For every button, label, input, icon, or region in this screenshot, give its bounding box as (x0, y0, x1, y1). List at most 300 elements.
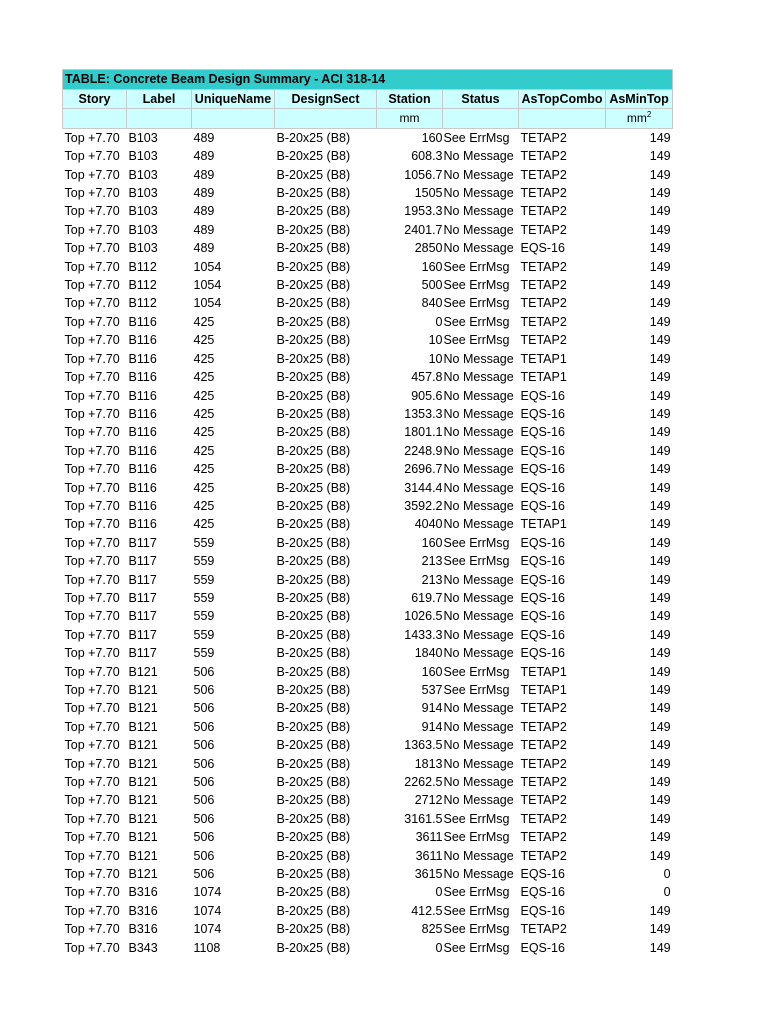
cell-label: B116 (128, 480, 157, 495)
cell-uniquename: 1054 (193, 278, 222, 293)
cell-uniquename: 506 (193, 848, 215, 863)
cell-label: B121 (128, 848, 158, 863)
cell-status: See ErrMsg (443, 830, 510, 845)
cell-station: 0 (435, 885, 443, 900)
cell-status: No Message (443, 517, 514, 532)
cell-status: No Message (443, 241, 514, 256)
table-row (63, 865, 673, 883)
cell-label: B121 (128, 867, 158, 882)
cell-astopcombo: TETAP1 (520, 664, 567, 679)
cell-designsect: B-20x25 (B8) (276, 462, 351, 477)
cell-status: No Message (443, 388, 514, 403)
cell-story: Top +7.70 (64, 646, 120, 661)
cell-station: 160 (421, 535, 443, 550)
cell-status: No Message (443, 719, 514, 734)
cell-story: Top +7.70 (64, 701, 120, 716)
cell-asmintop: 149 (649, 388, 671, 403)
cell-asmintop: 149 (649, 425, 671, 440)
cell-asmintop: 149 (649, 922, 671, 937)
cell-label: B116 (128, 351, 157, 366)
cell-station: 500 (421, 278, 443, 293)
cell-astopcombo: TETAP2 (520, 830, 567, 845)
table-row (63, 939, 673, 957)
cell-uniquename: 1074 (193, 903, 222, 918)
cell-label: B103 (128, 222, 158, 237)
cell-label: B316 (128, 922, 158, 937)
cell-asmintop: 149 (649, 535, 671, 550)
table-row (63, 313, 673, 331)
cell-station: 914 (421, 719, 443, 734)
table-row (63, 202, 673, 220)
cell-station: 213 (421, 572, 443, 587)
cell-designsect: B-20x25 (B8) (276, 443, 351, 458)
cell-story: Top +7.70 (64, 462, 120, 477)
cell-designsect: B-20x25 (B8) (276, 314, 351, 329)
cell-astopcombo: TETAP1 (520, 517, 567, 532)
cell-status: See ErrMsg (443, 314, 510, 329)
table-row (63, 479, 673, 497)
cell-story: Top +7.70 (64, 719, 120, 734)
cell-label: B117 (128, 646, 157, 661)
cell-status: No Message (443, 867, 514, 882)
cell-asmintop: 149 (649, 811, 671, 826)
table-row (63, 718, 673, 736)
cell-asmintop: 149 (649, 627, 671, 642)
table-row (63, 681, 673, 699)
cell-asmintop: 149 (649, 149, 671, 164)
cell-asmintop: 149 (649, 186, 671, 201)
cell-asmintop: 149 (649, 572, 671, 587)
cell-story: Top +7.70 (64, 186, 120, 201)
cell-asmintop: 149 (649, 793, 671, 808)
cell-astopcombo: TETAP2 (520, 775, 567, 790)
unit-station: mm (377, 109, 443, 128)
cell-station: 2696.7 (404, 462, 443, 477)
cell-astopcombo: TETAP2 (520, 848, 567, 863)
cell-status: No Message (443, 186, 514, 201)
cell-uniquename: 559 (193, 627, 215, 642)
cell-designsect: B-20x25 (B8) (276, 554, 351, 569)
table-title-row (63, 70, 673, 90)
table-row (63, 791, 673, 809)
cell-story: Top +7.70 (64, 885, 120, 900)
cell-status: No Message (443, 149, 514, 164)
cell-designsect: B-20x25 (B8) (276, 351, 351, 366)
cell-label: B121 (128, 830, 158, 845)
cell-designsect: B-20x25 (B8) (276, 811, 351, 826)
cell-designsect: B-20x25 (B8) (276, 609, 351, 624)
cell-uniquename: 506 (193, 683, 215, 697)
cell-designsect: B-20x25 (B8) (276, 498, 351, 513)
cell-designsect: B-20x25 (B8) (276, 664, 351, 679)
table-row (63, 810, 673, 828)
cell-designsect: B-20x25 (B8) (276, 848, 351, 863)
cell-designsect: B-20x25 (B8) (276, 406, 351, 421)
cell-uniquename: 506 (193, 775, 215, 790)
cell-uniquename: 506 (193, 756, 215, 771)
cell-label: B103 (128, 186, 158, 201)
cell-designsect: B-20x25 (B8) (276, 186, 351, 201)
cell-uniquename: 1108 (193, 940, 221, 955)
table-row (63, 405, 673, 423)
cell-story: Top +7.70 (64, 867, 120, 882)
cell-label: B103 (128, 167, 158, 182)
cell-status: No Message (443, 793, 514, 808)
cell-label: B117 (128, 590, 157, 605)
cell-story: Top +7.70 (64, 498, 120, 513)
cell-station: 1026.5 (404, 609, 443, 624)
cell-station: 213 (421, 554, 443, 569)
cell-status: See ErrMsg (443, 885, 510, 900)
cell-label: B116 (128, 370, 157, 385)
cell-story: Top +7.70 (64, 609, 120, 624)
cell-status: See ErrMsg (443, 664, 510, 679)
cell-label: B116 (128, 517, 157, 532)
cell-asmintop: 149 (649, 756, 671, 771)
cell-station: 1056.7 (404, 167, 443, 182)
cell-uniquename: 425 (193, 388, 215, 403)
table-row (63, 847, 673, 865)
cell-asmintop: 149 (649, 241, 671, 256)
table-row (63, 147, 673, 165)
cell-station: 2262.5 (404, 775, 443, 790)
cell-astopcombo: TETAP1 (520, 370, 567, 385)
cell-story: Top +7.70 (64, 425, 120, 440)
cell-designsect: B-20x25 (B8) (276, 204, 351, 219)
cell-story: Top +7.70 (64, 848, 120, 863)
table-row (63, 626, 673, 644)
table-row (63, 534, 673, 552)
cell-astopcombo: EQS-16 (520, 535, 565, 550)
cell-label: B121 (128, 701, 158, 716)
cell-status: See ErrMsg (443, 554, 510, 569)
cell-status: No Message (443, 701, 514, 716)
table-row (63, 755, 673, 773)
cell-status: See ErrMsg (443, 130, 510, 145)
cell-status: No Message (443, 351, 514, 366)
cell-asmintop: 149 (649, 940, 671, 955)
table-row (63, 331, 673, 349)
cell-designsect: B-20x25 (B8) (276, 940, 351, 955)
cell-label: B116 (128, 425, 157, 440)
cell-uniquename: 506 (193, 867, 215, 882)
cell-story: Top +7.70 (64, 480, 120, 495)
unit-uniquename (192, 109, 275, 128)
cell-uniquename: 489 (193, 167, 215, 182)
cell-status: No Message (443, 167, 514, 182)
table-row (63, 423, 673, 441)
table-row (63, 552, 673, 570)
cell-uniquename: 489 (193, 204, 215, 219)
cell-story: Top +7.70 (64, 738, 120, 753)
cell-designsect: B-20x25 (B8) (276, 388, 351, 403)
table-title: TABLE: Concrete Beam Design Summary - ACI 318-14 (63, 70, 673, 90)
cell-status: No Message (443, 609, 514, 624)
unit-status (443, 109, 519, 128)
cell-station: 3615 (414, 867, 443, 882)
cell-uniquename: 425 (193, 425, 215, 440)
cell-label: B121 (128, 719, 158, 734)
cell-astopcombo: TETAP2 (520, 922, 567, 937)
cell-asmintop: 149 (649, 222, 671, 237)
cell-asmintop: 149 (649, 498, 671, 513)
cell-status: No Message (443, 370, 514, 385)
cell-designsect: B-20x25 (B8) (276, 683, 351, 697)
cell-status: No Message (443, 646, 514, 661)
cell-story: Top +7.70 (64, 627, 120, 642)
cell-asmintop: 149 (649, 296, 671, 311)
column-header-label: Label (127, 90, 192, 109)
cell-astopcombo: TETAP2 (520, 738, 567, 753)
cell-station: 1433.3 (404, 627, 443, 642)
cell-uniquename: 506 (193, 738, 215, 753)
cell-uniquename: 489 (193, 186, 215, 201)
column-header-astopcombo: AsTopCombo (519, 90, 606, 109)
cell-status: See ErrMsg (443, 296, 510, 311)
cell-astopcombo: EQS-16 (520, 406, 565, 421)
cell-status: No Message (443, 443, 514, 458)
cell-story: Top +7.70 (64, 554, 120, 569)
cell-uniquename: 425 (193, 314, 215, 329)
cell-status: See ErrMsg (443, 940, 510, 955)
column-header-designsect: DesignSect (275, 90, 377, 109)
cell-story: Top +7.70 (64, 793, 120, 808)
cell-asmintop: 149 (649, 204, 671, 219)
cell-story: Top +7.70 (64, 940, 120, 955)
cell-asmintop: 149 (649, 646, 671, 661)
cell-story: Top +7.70 (64, 775, 120, 790)
cell-story: Top +7.70 (64, 351, 120, 366)
cell-uniquename: 506 (193, 811, 215, 826)
cell-designsect: B-20x25 (B8) (276, 756, 351, 771)
cell-uniquename: 425 (193, 517, 215, 532)
cell-status: No Message (443, 222, 514, 237)
table-row (63, 497, 673, 515)
cell-status: No Message (443, 775, 514, 790)
cell-story: Top +7.70 (64, 259, 120, 274)
cell-status: See ErrMsg (443, 535, 510, 550)
cell-asmintop: 0 (663, 885, 671, 900)
cell-status: See ErrMsg (443, 903, 510, 918)
cell-label: B117 (128, 609, 157, 624)
column-header-status: Status (443, 90, 519, 109)
cell-story: Top +7.70 (64, 241, 120, 256)
cell-station: 914 (421, 701, 443, 716)
cell-station: 3144.4 (404, 480, 443, 495)
cell-station: 1801.1 (404, 425, 443, 440)
cell-story: Top +7.70 (64, 370, 120, 385)
cell-label: B103 (128, 130, 158, 145)
cell-story: Top +7.70 (64, 149, 120, 164)
cell-astopcombo: TETAP2 (520, 719, 567, 734)
cell-status: See ErrMsg (443, 259, 510, 274)
table-row (63, 699, 673, 717)
cell-asmintop: 149 (649, 609, 671, 624)
cell-uniquename: 425 (193, 462, 215, 477)
cell-asmintop: 149 (649, 701, 671, 716)
cell-story: Top +7.70 (64, 130, 120, 145)
cell-designsect: B-20x25 (B8) (276, 646, 351, 661)
cell-astopcombo: EQS-16 (520, 498, 565, 513)
cell-uniquename: 559 (193, 646, 215, 661)
cell-station: 1363.5 (404, 738, 443, 753)
cell-station: 2401.7 (404, 222, 443, 237)
unit-designsect (275, 109, 377, 128)
cell-asmintop: 149 (649, 830, 671, 845)
cell-uniquename: 425 (193, 443, 215, 458)
cell-uniquename: 425 (193, 333, 215, 348)
cell-asmintop: 149 (649, 406, 671, 421)
cell-uniquename: 425 (193, 351, 215, 366)
column-header-uniquename: UniqueName (192, 90, 275, 109)
cell-label: B121 (128, 683, 158, 697)
cell-label: B316 (128, 885, 158, 900)
cell-designsect: B-20x25 (B8) (276, 885, 351, 900)
cell-uniquename: 489 (193, 149, 215, 164)
cell-designsect: B-20x25 (B8) (276, 903, 351, 918)
cell-astopcombo: TETAP2 (520, 278, 567, 293)
cell-status: No Message (443, 498, 514, 513)
cell-designsect: B-20x25 (B8) (276, 535, 351, 550)
cell-label: B121 (128, 811, 158, 826)
cell-status: No Message (443, 756, 514, 771)
cell-station: 619.7 (411, 590, 443, 605)
cell-station: 160 (421, 259, 443, 274)
cell-designsect: B-20x25 (B8) (276, 627, 351, 642)
units-row (63, 109, 673, 128)
cell-uniquename: 489 (193, 130, 215, 145)
cell-label: B116 (128, 406, 157, 421)
cell-station: 1840 (414, 646, 443, 661)
cell-story: Top +7.70 (64, 314, 120, 329)
table-row (63, 460, 673, 478)
table-row (63, 663, 673, 681)
cell-story: Top +7.70 (64, 388, 120, 403)
cell-label: B121 (128, 775, 158, 790)
cell-designsect: B-20x25 (B8) (276, 738, 351, 753)
cell-astopcombo: EQS-16 (520, 443, 565, 458)
table-row (63, 773, 673, 791)
cell-astopcombo: EQS-16 (520, 885, 565, 900)
table-row (63, 736, 673, 754)
table-row (63, 515, 673, 533)
cell-designsect: B-20x25 (B8) (276, 793, 351, 808)
cell-designsect: B-20x25 (B8) (276, 425, 351, 440)
cell-label: B103 (128, 149, 158, 164)
cell-astopcombo: EQS-16 (520, 867, 565, 882)
cell-uniquename: 489 (193, 241, 215, 256)
cell-station: 160 (421, 664, 443, 679)
cell-station: 0 (435, 314, 443, 329)
cell-astopcombo: EQS-16 (520, 646, 565, 661)
cell-uniquename: 559 (193, 609, 215, 624)
cell-astopcombo: TETAP2 (520, 811, 567, 826)
cell-status: See ErrMsg (443, 683, 510, 697)
cell-designsect: B-20x25 (B8) (276, 370, 351, 385)
cell-story: Top +7.70 (64, 204, 120, 219)
cell-designsect: B-20x25 (B8) (276, 590, 351, 605)
cell-asmintop: 149 (649, 517, 671, 532)
cell-status: See ErrMsg (443, 811, 510, 826)
cell-designsect: B-20x25 (B8) (276, 241, 351, 256)
cell-story: Top +7.70 (64, 406, 120, 421)
table-row (63, 128, 673, 147)
cell-uniquename: 506 (193, 719, 215, 734)
cell-status: See ErrMsg (443, 922, 510, 937)
cell-asmintop: 149 (649, 443, 671, 458)
cell-label: B121 (128, 664, 158, 679)
cell-status: No Message (443, 572, 514, 587)
cell-astopcombo: TETAP2 (520, 222, 567, 237)
cell-station: 1813 (414, 756, 443, 771)
cell-station: 608.3 (411, 149, 443, 164)
cell-station: 0 (435, 940, 443, 955)
cell-asmintop: 149 (649, 314, 671, 329)
unit-story (63, 109, 127, 128)
cell-astopcombo: TETAP2 (520, 296, 567, 311)
cell-story: Top +7.70 (64, 811, 120, 826)
cell-astopcombo: TETAP2 (520, 259, 567, 274)
cell-label: B116 (128, 314, 157, 329)
cell-uniquename: 425 (193, 406, 215, 421)
cell-designsect: B-20x25 (B8) (276, 480, 351, 495)
cell-astopcombo: EQS-16 (520, 590, 565, 605)
cell-astopcombo: TETAP2 (520, 756, 567, 771)
cell-station: 457.8 (411, 370, 443, 385)
cell-story: Top +7.70 (64, 517, 120, 532)
cell-designsect: B-20x25 (B8) (276, 296, 351, 311)
cell-label: B117 (128, 572, 157, 587)
cell-designsect: B-20x25 (B8) (276, 572, 351, 587)
cell-station: 2248.9 (404, 443, 443, 458)
cell-asmintop: 149 (649, 683, 671, 697)
cell-astopcombo: TETAP1 (520, 683, 567, 697)
cell-uniquename: 506 (193, 830, 215, 845)
column-header-row (63, 90, 673, 109)
cell-astopcombo: EQS-16 (520, 554, 565, 569)
cell-station: 3611 (415, 830, 443, 845)
cell-story: Top +7.70 (64, 278, 120, 293)
cell-astopcombo: TETAP1 (520, 351, 567, 366)
cell-status: No Message (443, 590, 514, 605)
cell-story: Top +7.70 (64, 443, 120, 458)
beam-design-table (62, 69, 673, 957)
cell-asmintop: 149 (649, 462, 671, 477)
cell-status: No Message (443, 425, 514, 440)
cell-asmintop: 149 (649, 903, 671, 918)
table-row (63, 368, 673, 386)
cell-story: Top +7.70 (64, 922, 120, 937)
cell-label: B117 (128, 627, 157, 642)
cell-label: B343 (128, 940, 158, 955)
cell-station: 1353.3 (404, 406, 443, 421)
cell-story: Top +7.70 (64, 296, 120, 311)
cell-label: B117 (128, 535, 157, 550)
unit-asmintop-base: mm (626, 111, 647, 126)
table-row (63, 883, 673, 901)
column-header-asmintop: AsMinTop (606, 90, 673, 109)
cell-station: 412.5 (411, 903, 443, 918)
cell-label: B121 (128, 738, 158, 753)
cell-astopcombo: TETAP2 (520, 314, 567, 329)
cell-label: B117 (128, 554, 157, 569)
cell-asmintop: 149 (649, 167, 671, 182)
cell-label: B116 (128, 333, 157, 348)
cell-asmintop: 149 (649, 480, 671, 495)
cell-station: 825 (421, 922, 443, 937)
cell-story: Top +7.70 (64, 167, 120, 182)
cell-label: B116 (128, 498, 157, 513)
